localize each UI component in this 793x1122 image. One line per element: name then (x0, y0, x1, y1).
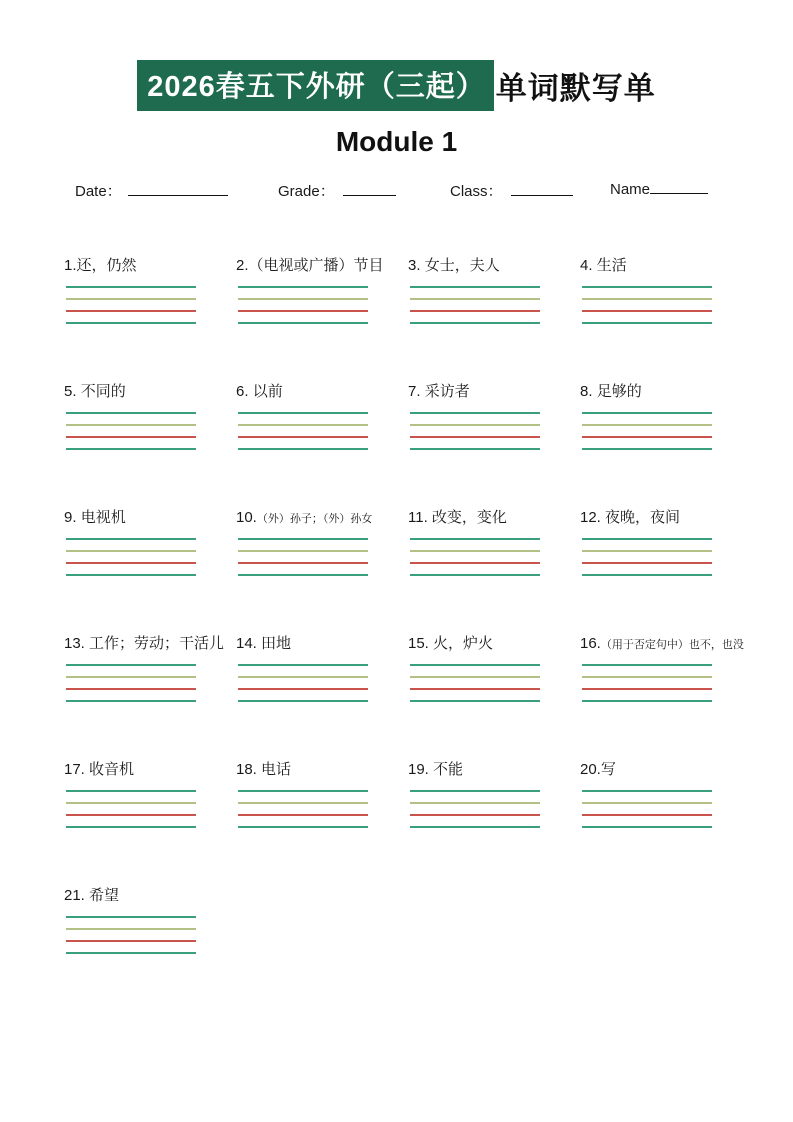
writing-lines[interactable] (410, 538, 540, 576)
word-text: 田地 (261, 635, 292, 652)
word-number: 21. (64, 887, 90, 904)
guide-line-upper-mid (582, 802, 712, 804)
guide-line-baseline (66, 436, 196, 438)
worksheet-title (0, 60, 793, 111)
guide-line-top (66, 412, 196, 414)
guide-line-upper-mid (66, 550, 196, 552)
guide-line-bottom (238, 322, 368, 324)
writing-lines[interactable] (238, 412, 368, 450)
writing-lines[interactable] (410, 412, 540, 450)
guide-line-baseline (238, 436, 368, 438)
word-text: 工作；劳动；干活儿 (89, 635, 225, 652)
guide-line-baseline (582, 436, 712, 438)
guide-line-top (410, 412, 540, 414)
word-item (408, 502, 580, 628)
guide-line-top (582, 286, 712, 288)
word-number: 13. (64, 635, 90, 652)
guide-line-baseline (66, 814, 196, 816)
guide-line-top (410, 286, 540, 288)
guide-line-top (238, 286, 368, 288)
guide-line-upper-mid (238, 676, 368, 678)
guide-line-bottom (582, 448, 712, 450)
guide-line-baseline (410, 562, 540, 564)
writing-lines[interactable] (66, 790, 196, 828)
writing-lines[interactable] (238, 790, 368, 828)
word-text: 以前 (252, 383, 283, 400)
word-number: 7. (408, 383, 425, 400)
grade-field (278, 180, 396, 201)
guide-line-bottom (410, 574, 540, 576)
guide-line-baseline (410, 436, 540, 438)
guide-line-top (582, 538, 712, 540)
word-label (236, 508, 408, 528)
word-item (64, 376, 236, 502)
word-number: 1. (64, 257, 77, 274)
word-number: 15. (408, 635, 434, 652)
guide-line-bottom (410, 826, 540, 828)
writing-lines[interactable] (582, 790, 712, 828)
guide-line-top (582, 412, 712, 414)
guide-line-upper-mid (582, 550, 712, 552)
guide-line-baseline (582, 814, 712, 816)
guide-line-top (66, 286, 196, 288)
word-text: 生活 (596, 257, 627, 274)
word-text: 夜晚，夜间 (605, 509, 681, 526)
word-text: 电视机 (80, 509, 126, 526)
word-text: （外）孙子；（外）孙女 (256, 513, 373, 525)
grade-blank-line[interactable] (343, 182, 396, 196)
word-number: 17. (64, 761, 90, 778)
guide-line-bottom (66, 322, 196, 324)
word-item (64, 880, 236, 1006)
guide-line-bottom (582, 322, 712, 324)
word-label (580, 634, 755, 654)
guide-line-top (410, 790, 540, 792)
writing-lines[interactable] (66, 286, 196, 324)
info-row (0, 180, 793, 204)
guide-line-upper-mid (582, 424, 712, 426)
word-number: 5. (64, 383, 81, 400)
writing-lines[interactable] (66, 664, 196, 702)
guide-line-upper-mid (410, 550, 540, 552)
word-number: 12. (580, 509, 606, 526)
word-item (580, 628, 755, 754)
word-label (408, 382, 580, 402)
word-text: 改变，变化 (431, 509, 507, 526)
writing-lines[interactable] (582, 412, 712, 450)
word-label (64, 508, 236, 528)
word-label (408, 508, 580, 528)
guide-line-bottom (66, 952, 196, 954)
writing-lines[interactable] (238, 286, 368, 324)
word-number: 14. (236, 635, 262, 652)
word-label (408, 256, 580, 276)
word-text: 不能 (433, 761, 464, 778)
guide-line-bottom (238, 574, 368, 576)
guide-line-baseline (238, 814, 368, 816)
guide-line-upper-mid (582, 298, 712, 300)
word-label (64, 634, 236, 654)
guide-line-upper-mid (410, 676, 540, 678)
guide-line-bottom (66, 826, 196, 828)
guide-line-upper-mid (410, 802, 540, 804)
word-text: 电话 (261, 761, 292, 778)
grade-label: Grade： (278, 183, 335, 200)
word-text: 火，炉火 (433, 635, 494, 652)
word-item (236, 628, 408, 754)
guide-line-upper-mid (66, 928, 196, 930)
writing-lines[interactable] (410, 286, 540, 324)
class-field (450, 180, 573, 201)
guide-line-upper-mid (582, 676, 712, 678)
date-field (75, 180, 228, 201)
word-item (64, 502, 236, 628)
word-label (580, 508, 755, 528)
guide-line-upper-mid (66, 802, 196, 804)
word-item (236, 754, 408, 880)
guide-line-top (66, 538, 196, 540)
guide-line-top (238, 664, 368, 666)
word-label (64, 256, 236, 276)
word-grid (64, 250, 755, 1006)
date-label: Date： (75, 183, 122, 200)
guide-line-top (410, 538, 540, 540)
writing-lines[interactable] (238, 664, 368, 702)
word-item (580, 754, 755, 880)
guide-line-bottom (238, 448, 368, 450)
word-item (408, 754, 580, 880)
word-label (64, 382, 236, 402)
guide-line-top (582, 664, 712, 666)
guide-line-upper-mid (238, 298, 368, 300)
guide-line-upper-mid (66, 676, 196, 678)
guide-line-baseline (582, 310, 712, 312)
word-number: 20. (580, 761, 601, 778)
word-text: 收音机 (89, 761, 135, 778)
word-label (580, 256, 755, 276)
class-label: Class： (450, 183, 503, 200)
word-item (580, 250, 755, 376)
word-text: 采访者 (424, 383, 470, 400)
guide-line-top (66, 790, 196, 792)
word-label (236, 634, 408, 654)
word-item (236, 502, 408, 628)
guide-line-top (410, 664, 540, 666)
guide-line-baseline (410, 814, 540, 816)
word-label (236, 382, 408, 402)
title-plain-text: 单词默写单 (495, 71, 656, 106)
guide-line-bottom (582, 700, 712, 702)
word-item (236, 376, 408, 502)
word-item (64, 628, 236, 754)
writing-lines[interactable] (582, 538, 712, 576)
word-text: （电视或广播）节目 (248, 257, 384, 274)
guide-line-baseline (582, 562, 712, 564)
guide-line-bottom (238, 826, 368, 828)
word-number: 6. (236, 383, 253, 400)
word-text: 希望 (89, 887, 120, 904)
word-number: 4. (580, 257, 597, 274)
guide-line-baseline (238, 562, 368, 564)
word-text: 足够的 (596, 383, 642, 400)
writing-lines[interactable] (582, 664, 712, 702)
word-label (580, 760, 755, 780)
guide-line-bottom (410, 322, 540, 324)
guide-line-baseline (66, 688, 196, 690)
word-number: 19. (408, 761, 434, 778)
word-number: 18. (236, 761, 262, 778)
word-number: 3. (408, 257, 425, 274)
guide-line-baseline (582, 688, 712, 690)
word-label (64, 760, 236, 780)
guide-line-upper-mid (238, 424, 368, 426)
guide-line-bottom (66, 700, 196, 702)
word-label (408, 760, 580, 780)
guide-line-baseline (238, 310, 368, 312)
class-blank-line[interactable] (511, 182, 573, 196)
word-item (408, 628, 580, 754)
word-text: 女士，夫人 (424, 257, 500, 274)
guide-line-top (238, 538, 368, 540)
writing-lines[interactable] (66, 538, 196, 576)
word-item (236, 250, 408, 376)
guide-line-baseline (410, 310, 540, 312)
word-text: 写 (600, 761, 616, 778)
guide-line-baseline (66, 562, 196, 564)
word-number: 9. (64, 509, 81, 526)
guide-line-bottom (410, 448, 540, 450)
date-blank-line[interactable] (128, 182, 228, 196)
writing-lines[interactable] (238, 538, 368, 576)
word-item (64, 250, 236, 376)
guide-line-bottom (238, 700, 368, 702)
word-label (236, 760, 408, 780)
word-label (236, 256, 408, 276)
guide-line-bottom (410, 700, 540, 702)
guide-line-top (66, 664, 196, 666)
word-number: 16. (580, 635, 601, 652)
module-heading: Module 1 (335, 126, 458, 157)
writing-lines[interactable] (582, 286, 712, 324)
guide-line-upper-mid (238, 550, 368, 552)
word-text: 还，仍然 (76, 257, 137, 274)
word-text: （用于否定句中）也不，也没 (600, 639, 744, 651)
guide-line-baseline (66, 310, 196, 312)
guide-line-upper-mid (238, 802, 368, 804)
name-label: Name (610, 181, 651, 198)
writing-lines[interactable] (410, 790, 540, 828)
word-label (64, 886, 236, 906)
word-number: 10. (236, 509, 257, 526)
guide-line-top (238, 790, 368, 792)
word-number: 2. (236, 257, 249, 274)
word-text: 不同的 (80, 383, 126, 400)
word-item (408, 250, 580, 376)
word-item (580, 376, 755, 502)
name-field (610, 180, 708, 198)
title-highlighted-text: 2026春五下外研（三起） (137, 60, 494, 111)
writing-lines[interactable] (66, 412, 196, 450)
guide-line-top (66, 916, 196, 918)
writing-lines[interactable] (410, 664, 540, 702)
word-label (580, 382, 755, 402)
guide-line-top (238, 412, 368, 414)
word-item (64, 754, 236, 880)
guide-line-upper-mid (410, 298, 540, 300)
guide-line-bottom (582, 826, 712, 828)
word-number: 8. (580, 383, 597, 400)
word-number: 11. (408, 509, 432, 526)
guide-line-bottom (582, 574, 712, 576)
word-item (408, 376, 580, 502)
name-blank-line[interactable] (650, 180, 708, 194)
guide-line-upper-mid (66, 424, 196, 426)
word-item (580, 502, 755, 628)
word-label (408, 634, 580, 654)
guide-line-upper-mid (410, 424, 540, 426)
guide-line-upper-mid (66, 298, 196, 300)
guide-line-bottom (66, 574, 196, 576)
guide-line-baseline (238, 688, 368, 690)
writing-lines[interactable] (66, 916, 196, 954)
guide-line-baseline (410, 688, 540, 690)
guide-line-top (582, 790, 712, 792)
guide-line-bottom (66, 448, 196, 450)
guide-line-baseline (66, 940, 196, 942)
